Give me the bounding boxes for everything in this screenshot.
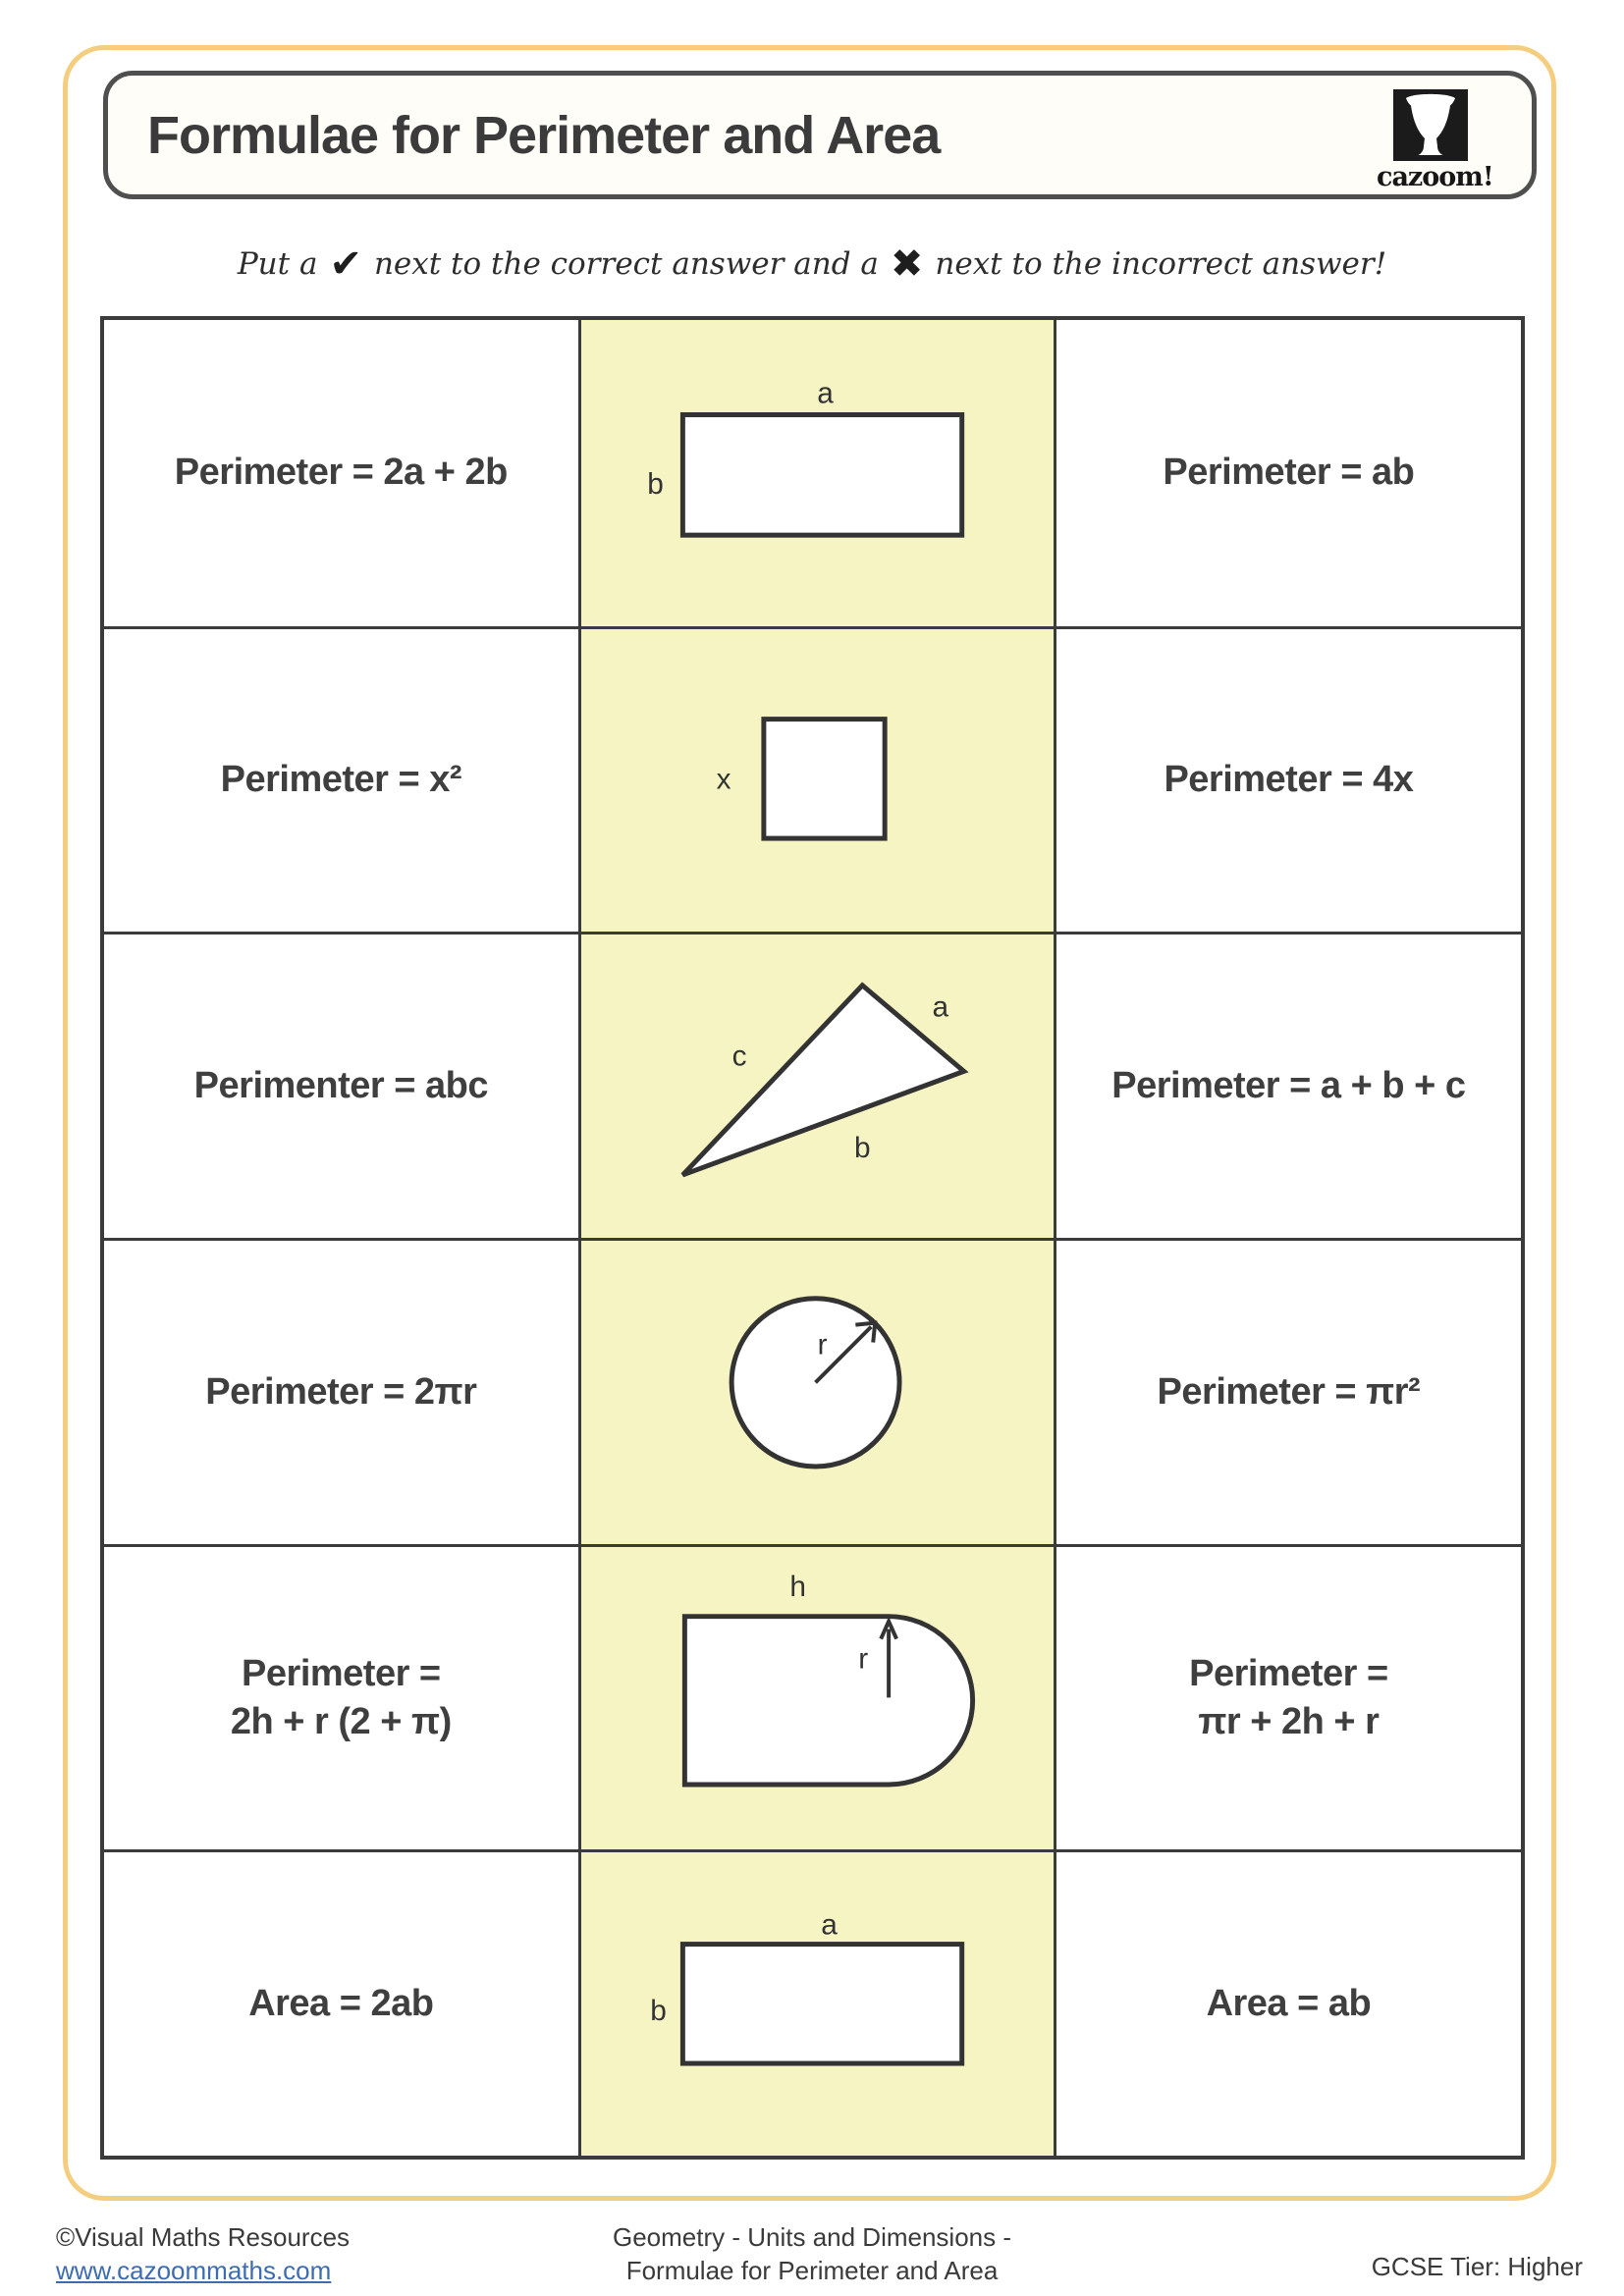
side-label-a: a xyxy=(932,990,948,1024)
instruction-suffix: next to the incorrect answer! xyxy=(935,246,1387,282)
side-label-a: a xyxy=(820,1908,838,1942)
side-label-c: c xyxy=(731,1040,747,1073)
tier-label: GCSE Tier: Higher xyxy=(1371,2252,1583,2281)
page-title: Formulae for Perimeter and Area xyxy=(147,105,941,165)
formula-left-row3: Perimenter = abc xyxy=(104,932,578,1238)
side-label-b: b xyxy=(853,1132,871,1165)
side-label-b: b xyxy=(646,467,664,501)
formula-right-row3: Perimeter = a + b + c xyxy=(1054,932,1521,1238)
formula-left-row2: Perimeter = x² xyxy=(104,626,578,933)
shape-cell-row4 xyxy=(578,1238,1054,1544)
half-stadium-shape xyxy=(581,1547,1054,1850)
category-line-1: Geometry - Units and Dimensions - xyxy=(612,2222,1012,2252)
formula-right-row6: Area = ab xyxy=(1054,1849,1521,2156)
title-banner xyxy=(103,71,1537,199)
rectangle-shape xyxy=(581,1852,1054,2156)
formula-right-row4: Perimeter = πr² xyxy=(1054,1238,1521,1544)
cross-mark-icon: ✖ xyxy=(890,241,924,287)
formula-left-row4: Perimeter = 2πr xyxy=(104,1238,578,1544)
radius-label-r: r xyxy=(817,1328,828,1362)
square-shape xyxy=(581,629,1054,933)
shape-cell-row6 xyxy=(578,1849,1054,2156)
shape-cell-row3 xyxy=(578,932,1054,1238)
shape-cell-row1 xyxy=(578,320,1054,626)
instruction-line xyxy=(0,239,1624,287)
formula-left-row6: Area = 2ab xyxy=(104,1849,578,2156)
formula-right-row2: Perimeter = 4x xyxy=(1054,626,1521,933)
formula-table xyxy=(100,316,1525,2160)
formula-left-row1: Perimeter = 2a + 2b xyxy=(104,320,578,626)
side-label-a: a xyxy=(816,377,834,410)
check-mark-icon: ✔ xyxy=(329,241,362,287)
footer-category-block xyxy=(613,2220,1011,2287)
side-label-h: h xyxy=(789,1570,806,1603)
category-line-2: Formulae for Perimeter and Area xyxy=(625,2256,999,2285)
rectangle-shape xyxy=(581,320,1054,626)
instruction-prefix: Put a xyxy=(237,246,318,282)
triangle-shape xyxy=(581,934,1054,1238)
cazoom-logo xyxy=(1377,89,1493,192)
formula-right-row1: Perimeter = ab xyxy=(1054,320,1521,626)
formula-right-row5: Perimeter = πr + 2h + r xyxy=(1054,1544,1521,1850)
shape-cell-row2 xyxy=(578,626,1054,933)
side-label-b: b xyxy=(649,1995,667,2028)
radius-label-r: r xyxy=(857,1642,868,1676)
circle-shape xyxy=(581,1241,1054,1544)
formula-left-row5: Perimeter = 2h + r (2 + π) xyxy=(104,1544,578,1850)
footer-copyright-block xyxy=(56,2220,350,2287)
copyright-text: ©Visual Maths Resources xyxy=(56,2222,351,2252)
side-label-x: x xyxy=(716,762,731,795)
instruction-middle: next to the correct answer and a xyxy=(373,246,879,282)
website-link[interactable]: www.cazoommaths.com xyxy=(56,2256,332,2285)
djembe-drum-icon xyxy=(1393,89,1468,161)
shape-cell-row5 xyxy=(578,1544,1054,1850)
logo-brand-text: cazoom! xyxy=(1377,162,1493,192)
